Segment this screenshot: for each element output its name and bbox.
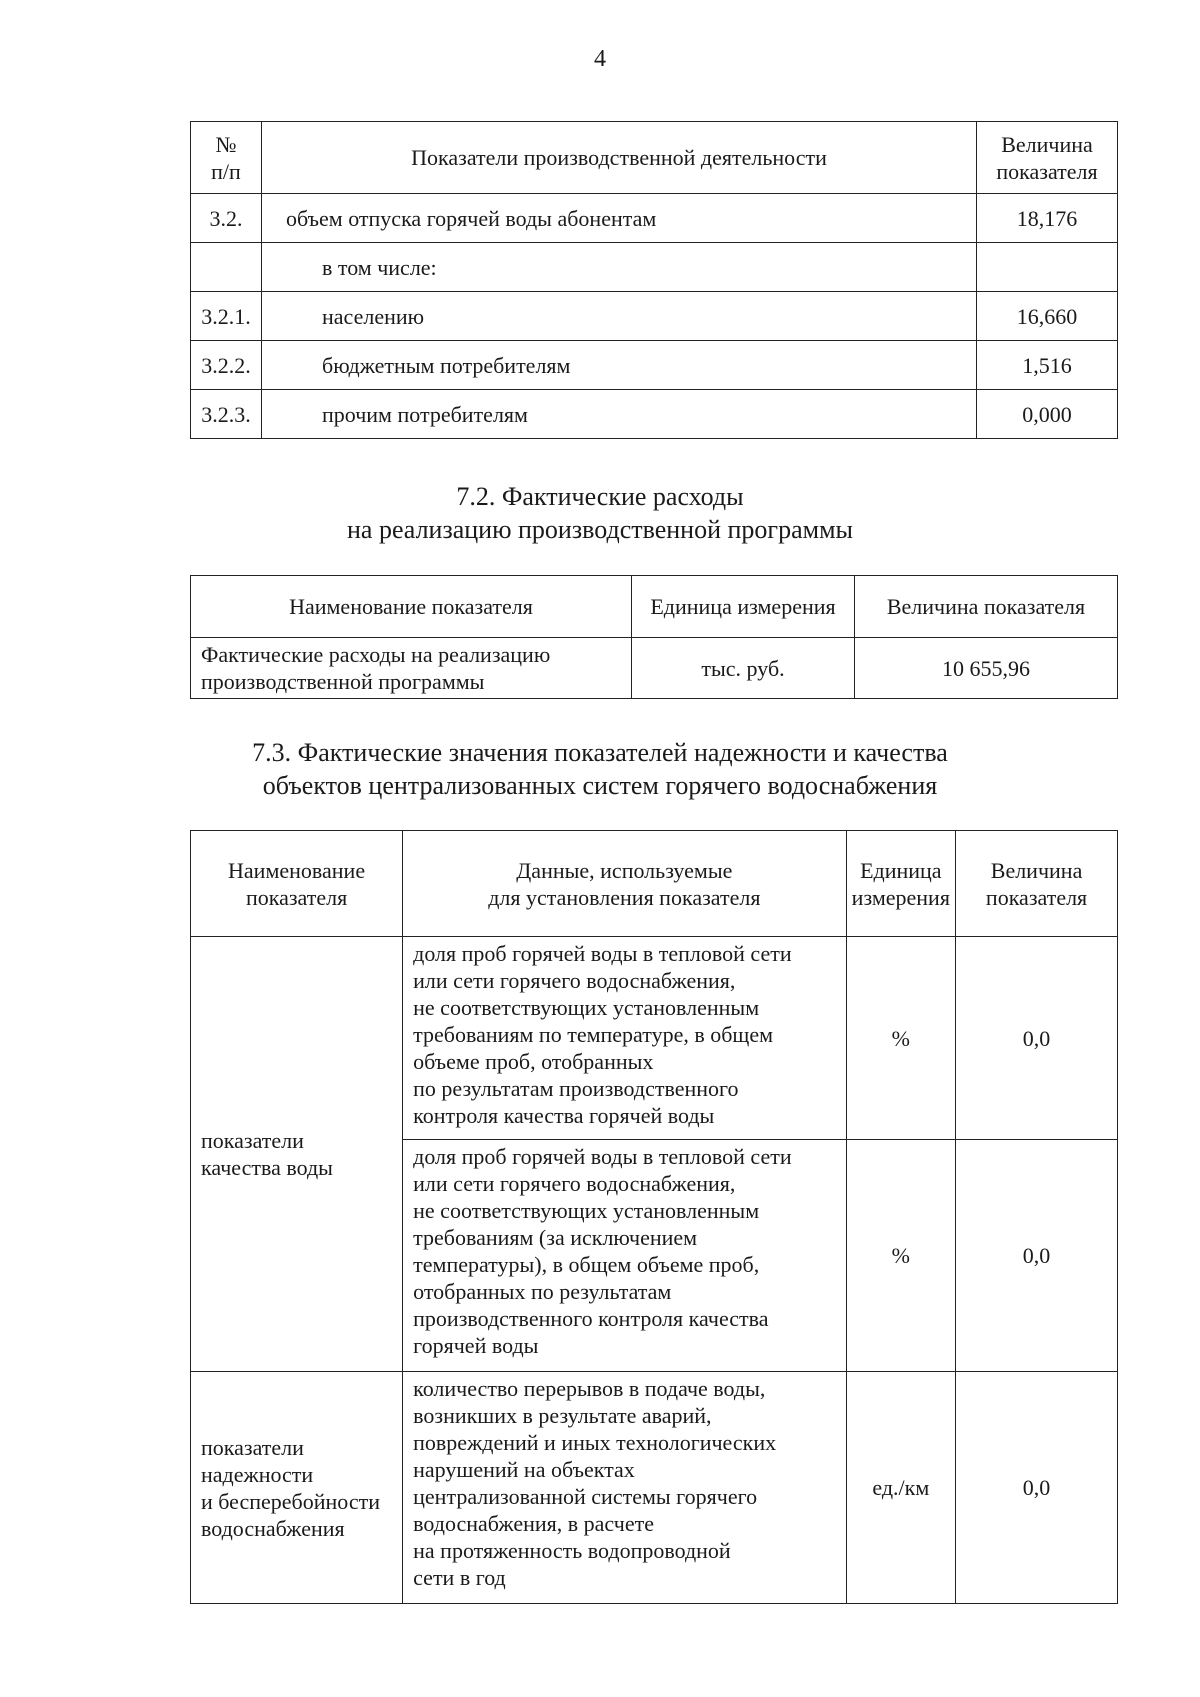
group-name: показатели надежности и бесперебойности водоснабжения <box>191 1372 403 1604</box>
production-indicators-table <box>190 121 1118 439</box>
table-row <box>191 638 1118 699</box>
actual-expenses-table <box>190 575 1118 699</box>
row-value: 10 655,96 <box>855 638 1118 699</box>
section-title-line: 7.3. Фактические значения показателей надежности и качества <box>252 738 948 767</box>
row-unit: % <box>846 1140 956 1372</box>
section-7-3-heading <box>0 736 1200 802</box>
header-indicator-name: Показатели производственной деятельности <box>262 122 977 194</box>
row-source-data: доля проб горячей воды в тепловой сети или сети горячего водоснабжения, не соответствующих установленным требованиям по температуре, в общем объеме проб, отобранных по результатам производственного контроля качества горячей воды <box>403 937 846 1140</box>
table-header-row <box>191 831 1118 937</box>
section-title-line: 7.2. Фактические расходы <box>456 482 744 511</box>
row-value: 0,0 <box>956 1140 1118 1372</box>
header-indicator-name: Наименование показателя <box>191 831 403 937</box>
header-value: Величина показателя <box>855 576 1118 638</box>
page-number: 4 <box>594 46 606 72</box>
header-value: Величина показателя <box>956 831 1118 937</box>
header-unit: Единица измерения <box>632 576 855 638</box>
table-header-row <box>191 122 1118 194</box>
row-name: населению <box>262 292 977 341</box>
table-row <box>191 194 1118 243</box>
header-indicator-name: Наименование показателя <box>191 576 632 638</box>
row-number: 3.2.1. <box>191 292 262 341</box>
row-value: 0,0 <box>956 1372 1118 1604</box>
table-header-row <box>191 576 1118 638</box>
table-row <box>191 1372 1118 1604</box>
row-number: 3.2.2. <box>191 341 262 390</box>
row-number: 3.2. <box>191 194 262 243</box>
row-unit: тыс. руб. <box>632 638 855 699</box>
row-value <box>977 243 1118 292</box>
table-row <box>191 390 1118 439</box>
row-number: 3.2.3. <box>191 390 262 439</box>
row-source-data: доля проб горячей воды в тепловой сети или сети горячего водоснабжения, не соответствующих установленным требованиям (за исключением температуры), в общем объеме проб, отобранных по результатам производственного контроля качества горячей воды <box>403 1140 846 1372</box>
header-source-data: Данные, используемые для установления показателя <box>403 831 846 937</box>
row-value: 0,000 <box>977 390 1118 439</box>
reliability-quality-table <box>190 830 1118 1604</box>
header-number: № п/п <box>191 122 262 194</box>
row-name: Фактические расходы на реализацию производственной программы <box>191 638 632 699</box>
row-value: 18,176 <box>977 194 1118 243</box>
table-row <box>191 292 1118 341</box>
table-row <box>191 937 1118 1140</box>
row-name: в том числе: <box>262 243 977 292</box>
row-unit: ед./км <box>846 1372 956 1604</box>
row-value: 1,516 <box>977 341 1118 390</box>
table-row <box>191 243 1118 292</box>
row-number <box>191 243 262 292</box>
header-unit: Единица измерения <box>846 831 956 937</box>
row-name: прочим потребителям <box>262 390 977 439</box>
group-name: показатели качества воды <box>191 937 403 1372</box>
section-title-line: на реализацию производственной программы <box>346 515 853 544</box>
row-value: 16,660 <box>977 292 1118 341</box>
row-source-data: количество перерывов в подаче воды, возникших в результате аварий, повреждений и иных технологических нарушений на объектах централизованной системы горячего водоснабжения, в расчете на протяженность водопроводной сети в год <box>403 1372 846 1604</box>
row-unit: % <box>846 937 956 1140</box>
row-name: объем отпуска горячей воды абонентам <box>262 194 977 243</box>
table-row <box>191 341 1118 390</box>
section-title-line: объектов централизованных систем горячего водоснабжения <box>262 771 938 800</box>
row-name: бюджетным потребителям <box>262 341 977 390</box>
row-value: 0,0 <box>956 937 1118 1140</box>
section-7-2-heading <box>0 480 1200 546</box>
header-value: Величина показателя <box>977 122 1118 194</box>
